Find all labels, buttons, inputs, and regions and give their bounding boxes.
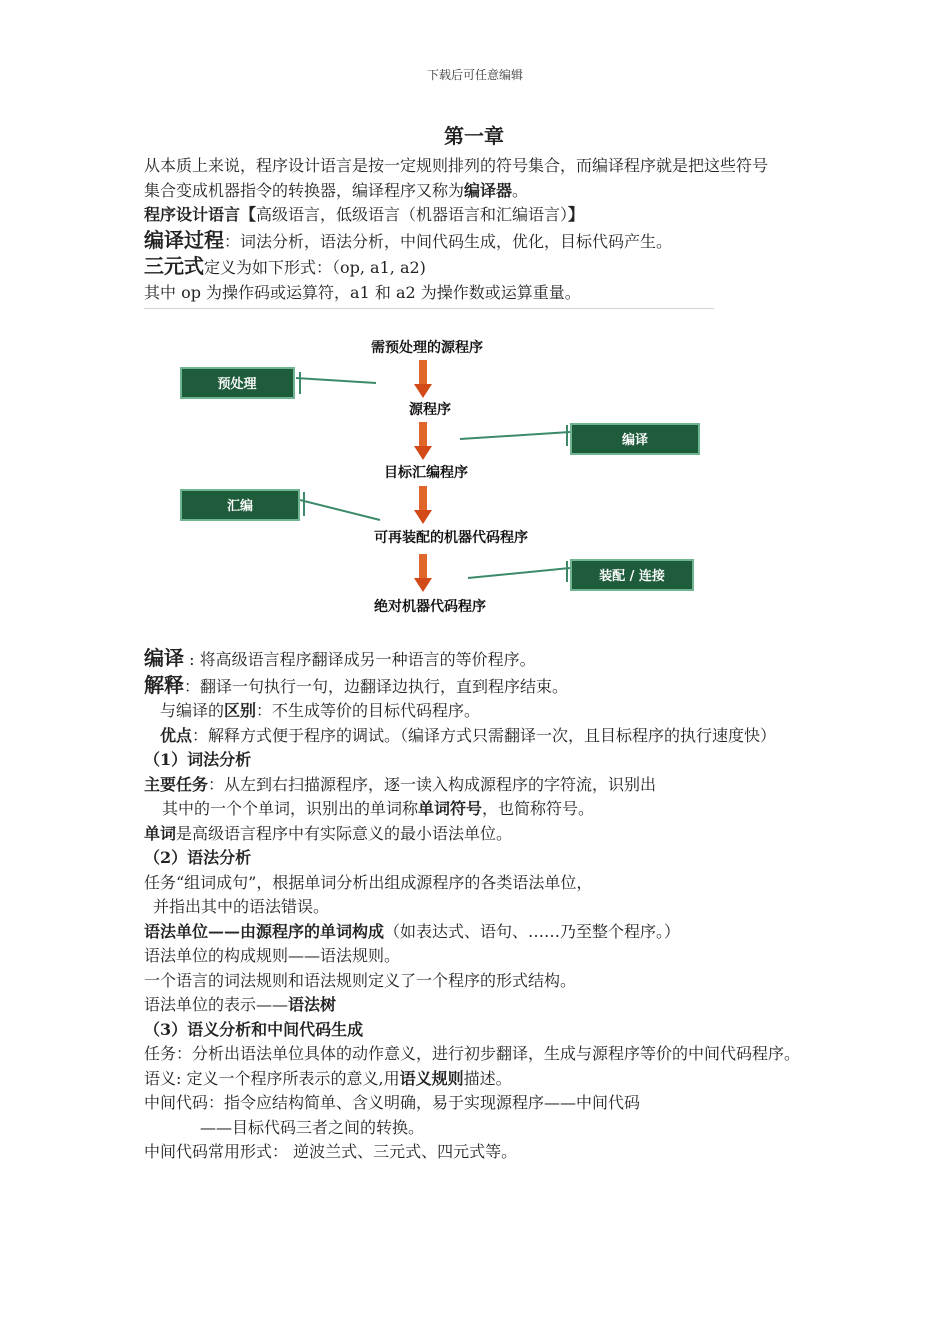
lex-word-definition: 单词是高级语言程序中有实际意义的最小语法单位。 [144,823,513,843]
flow-arrow-4 [414,554,432,592]
compile-term: 编译 [144,646,184,670]
flow-arrow-2 [414,422,432,460]
compiler-term: 编译器 [464,180,513,200]
triple-definition: 三元式定义为如下形式：（op, a1, a2) [144,254,426,278]
connector-preprocess [296,378,376,383]
flow-node-1: 源程序 [409,402,451,418]
box-preprocess-label: 预处理 [217,377,257,392]
syn-task-line-2: 并指出其中的语法错误。 [153,897,330,916]
flow-node-0: 需预处理的源程序 [371,340,483,356]
flow-arrow-3 [414,486,432,524]
box-preprocess [181,368,294,398]
sem-heading: （3）语义分析和中间代码生成 [144,1019,364,1039]
intro-line-2: 集合变成机器指令的转换器，编译程序又称为编译器。 [144,180,529,200]
box-link-label: 装配 / 连接 [599,569,665,584]
flow-node-3: 可再装配的机器代码程序 [374,530,528,546]
connector-assemble [300,500,380,520]
lex-heading: （1）词法分析 [144,750,252,769]
sem-intermediate-code-1: 中间代码：指令应结构简单、含义明确，易于实现源程序——中间代码 [144,1093,641,1112]
chapter-title: 第一章 [444,124,504,148]
triple-description: 其中 op 为操作码或运算符，a1 和 a2 为操作数或运算重量。 [144,282,581,302]
interpret-term: 解释 [144,672,184,697]
sem-forms: 中间代码常用形式： 逆波兰式、三元式、四元式等。 [144,1142,518,1161]
syn-rule: 语法单位的构成规则——语法规则。 [144,946,401,965]
connector-compile [460,432,570,439]
syn-form: 一个语言的词法规则和语法规则定义了一个程序的形式结构。 [144,970,577,990]
compile-flow-diagram [0,0,950,640]
flow-arrow-1 [414,360,432,398]
sem-task: 任务：分析出语法单位具体的动作意义，进行初步翻译，生成与源程序等价的中间代码程序。 [144,1044,801,1063]
syn-heading: （2）语法分析 [144,848,252,867]
syn-tree: 语法单位的表示——语法树 [144,995,337,1014]
compile-process-term: 编译过程 [144,227,224,252]
box-assemble [181,490,299,520]
connector-link [468,568,570,578]
syn-task-line-1: 任务“组词成句”，根据单词分析出组成源程序的各类语法单位， [144,872,593,892]
box-assemble-label: 汇编 [226,499,254,514]
language-classification: 程序设计语言【高级语言，低级语言（机器语言和汇编语言）】 [144,205,585,224]
compile-process: 编译过程：词法分析，语法分析，中间代码生成，优化，目标代码产生。 [144,227,673,252]
document-body-continued [144,646,804,1165]
interpret-advantage: 优点：解释方式便于程序的调试。（编译方式只需翻译一次，且目标程序的执行速度快） [160,725,777,745]
lex-task-line-1: 主要任务：从左到右扫描源程序，逐一读入构成源程序的字符流，识别出 [144,774,657,794]
syn-unit-definition: 语法单位——由源程序的单词构成（如表达式、语句、……乃至整个程序。） [144,921,681,941]
flow-node-4: 绝对机器代码程序 [374,599,486,615]
lex-task-line-2: 其中的一个个单词，识别出的单词称单词符号，也简称符号。 [162,799,595,818]
compile-definition: 编译 : 将高级语言程序翻译成另一种语言的等价程序。 [144,646,536,670]
triple-term: 三元式 [144,254,204,278]
interpret-difference: 与编译的区别：不生成等价的目标代码程序。 [160,701,481,720]
page-header-note: 下载后可任意编辑 [426,68,523,82]
box-compile [571,424,699,454]
intro-line-1: 从本质上来说，程序设计语言是按一定规则排列的符号集合，而编译程序就是把这些符号 [144,156,769,175]
sem-meaning: 语义: 定义一个程序所表示的意义,用语义规则描述。 [144,1068,512,1088]
flow-node-2: 目标汇编程序 [384,465,468,481]
box-link [571,560,693,590]
interpret-definition: 解释：翻译一句执行一句，边翻译边执行，直到程序结束。 [144,672,569,697]
sem-intermediate-code-2: ——目标代码三者之间的转换。 [200,1117,425,1137]
box-compile-label: 编译 [621,433,649,448]
